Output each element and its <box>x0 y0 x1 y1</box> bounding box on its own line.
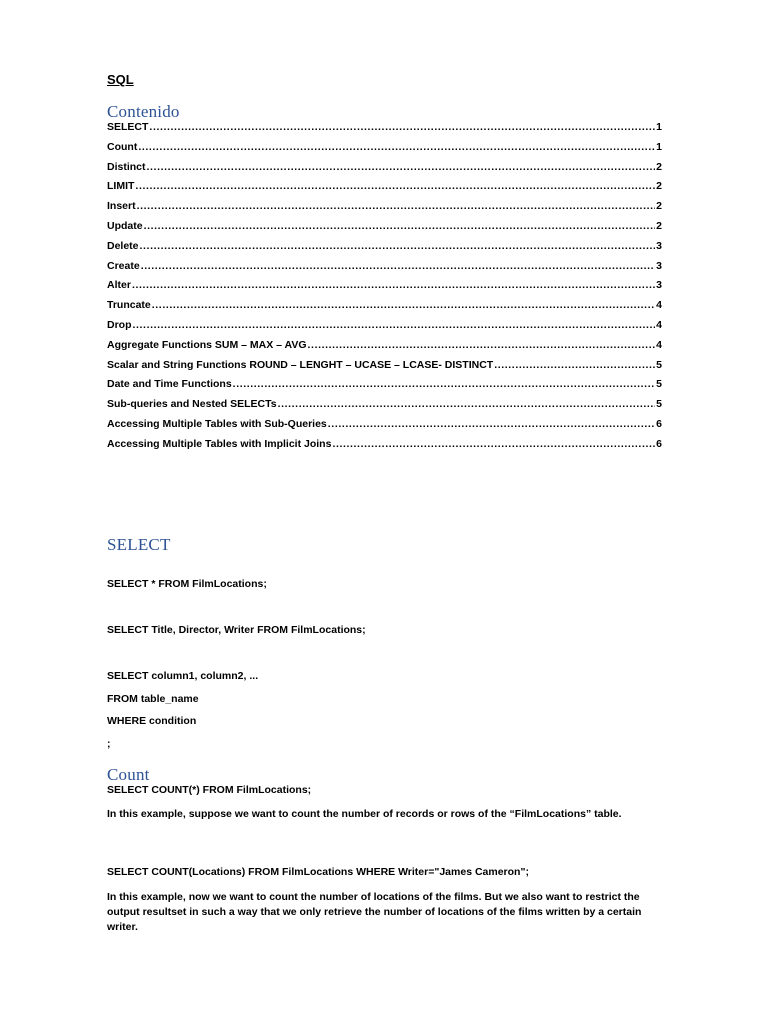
toc-entry-label: Drop <box>107 318 132 331</box>
toc-entry-label: SELECT <box>107 121 149 133</box>
toc-leader-dots <box>135 180 655 192</box>
toc-page-number: 4 <box>656 299 662 312</box>
toc-entry-insert[interactable] <box>107 200 662 220</box>
toc-leader-dots <box>132 279 655 291</box>
toc-entry-alter[interactable] <box>107 279 662 299</box>
toc-entry-scalar-string-functions[interactable] <box>107 359 662 379</box>
toc-entry-aggregate-functions[interactable] <box>107 339 662 359</box>
count-paragraph: In this example, suppose we want to count the number of records or rows of the “FilmLocations” table. <box>107 808 622 820</box>
toc-entry-label: Truncate <box>107 299 151 312</box>
toc-entry-create[interactable] <box>107 260 662 280</box>
toc-leader-dots <box>140 240 656 252</box>
toc-page-number: 4 <box>656 338 662 351</box>
toc-entry-multiple-tables-subqueries[interactable] <box>107 418 662 438</box>
count-paragraph: In this example, now we want to count the number of locations of the films. But we also want to restrict the output resultset in such a way that we only retrieve the number of locations of the films written by a certain writer. <box>107 891 642 933</box>
toc-leader-dots <box>147 161 656 173</box>
toc-entry-label: Insert <box>107 200 136 213</box>
toc-entry-label: Accessing Multiple Tables with Implicit Joins <box>107 437 332 450</box>
toc-entry-label: Accessing Multiple Tables with Sub-Queries <box>107 417 327 430</box>
toc-page-number: 6 <box>656 417 662 430</box>
toc-leader-dots <box>233 378 655 390</box>
toc-page-number: 2 <box>656 160 662 173</box>
toc-entry-count[interactable] <box>107 141 662 161</box>
toc-leader-dots <box>149 121 655 133</box>
toc-entry-distinct[interactable] <box>107 161 662 181</box>
toc-page-number: 2 <box>656 219 662 232</box>
toc-page-number: 2 <box>656 180 662 193</box>
toc-leader-dots <box>144 220 656 232</box>
toc-entry-label: Aggregate Functions SUM – MAX – AVG <box>107 338 307 351</box>
toc-entry-sub-queries[interactable] <box>107 398 662 418</box>
toc-entry-label: Date and Time Functions <box>107 378 232 391</box>
toc-page-number: 6 <box>656 437 662 450</box>
toc-heading: Contenido <box>107 102 180 121</box>
toc-entry-truncate[interactable] <box>107 299 662 319</box>
toc-entry-label: Create <box>107 259 140 272</box>
toc-page-number: 5 <box>656 378 662 391</box>
toc-page-number: 2 <box>656 200 662 213</box>
toc-page-number: 1 <box>656 121 662 133</box>
toc-entry-limit[interactable] <box>107 180 662 200</box>
toc-entry-multiple-tables-implicit-joins[interactable] <box>107 438 662 458</box>
count-query-line: SELECT COUNT(*) FROM FilmLocations; <box>107 784 312 796</box>
toc-leader-dots <box>328 418 655 430</box>
toc-page-number: 5 <box>656 398 662 411</box>
select-query-line: SELECT column1, column2, ... <box>107 670 259 682</box>
toc-page-number: 3 <box>656 239 662 252</box>
toc-leader-dots <box>133 319 656 331</box>
toc-page-number: 5 <box>656 358 662 371</box>
toc-entry-label: Scalar and String Functions ROUND – LENGHT – UCASE – LCASE- DISTINCT <box>107 358 494 371</box>
toc-entry-date-time-functions[interactable] <box>107 378 662 398</box>
toc-entry-label: Distinct <box>107 160 146 173</box>
toc-page-number: 1 <box>656 140 662 153</box>
toc-entry-delete[interactable] <box>107 240 662 260</box>
count-query-line: SELECT COUNT(Locations) FROM FilmLocations WHERE Writer="James Cameron"; <box>107 866 529 878</box>
count-section-heading: Count <box>107 765 150 784</box>
toc-leader-dots <box>278 398 656 410</box>
toc-entry-label: LIMIT <box>107 180 135 193</box>
table-of-contents <box>107 121 662 458</box>
toc-leader-dots <box>138 141 655 153</box>
select-query-line: ; <box>107 738 111 750</box>
toc-leader-dots <box>308 339 656 351</box>
select-query-line: SELECT * FROM FilmLocations; <box>107 578 267 590</box>
toc-page-number: 3 <box>656 279 662 292</box>
toc-entry-drop[interactable] <box>107 319 662 339</box>
document-title: SQL <box>107 72 134 87</box>
toc-entry-update[interactable] <box>107 220 662 240</box>
toc-page-number: 4 <box>656 318 662 331</box>
toc-page-number: 3 <box>656 259 662 272</box>
toc-entry-select[interactable] <box>107 121 662 141</box>
select-query-line: FROM table_name <box>107 693 199 705</box>
toc-leader-dots <box>137 200 656 212</box>
toc-entry-label: Count <box>107 140 138 153</box>
select-query-line: SELECT Title, Director, Writer FROM FilmLocations; <box>107 624 366 636</box>
select-section-heading: SELECT <box>107 535 171 554</box>
toc-leader-dots <box>332 438 655 450</box>
toc-entry-label: Alter <box>107 279 131 292</box>
select-query-line: WHERE condition <box>107 715 197 727</box>
toc-entry-label: Update <box>107 219 143 232</box>
toc-leader-dots <box>152 299 655 311</box>
toc-entry-label: Delete <box>107 239 139 252</box>
toc-entry-label: Sub-queries and Nested SELECTs <box>107 398 277 411</box>
toc-leader-dots <box>494 359 655 371</box>
toc-leader-dots <box>141 260 655 272</box>
